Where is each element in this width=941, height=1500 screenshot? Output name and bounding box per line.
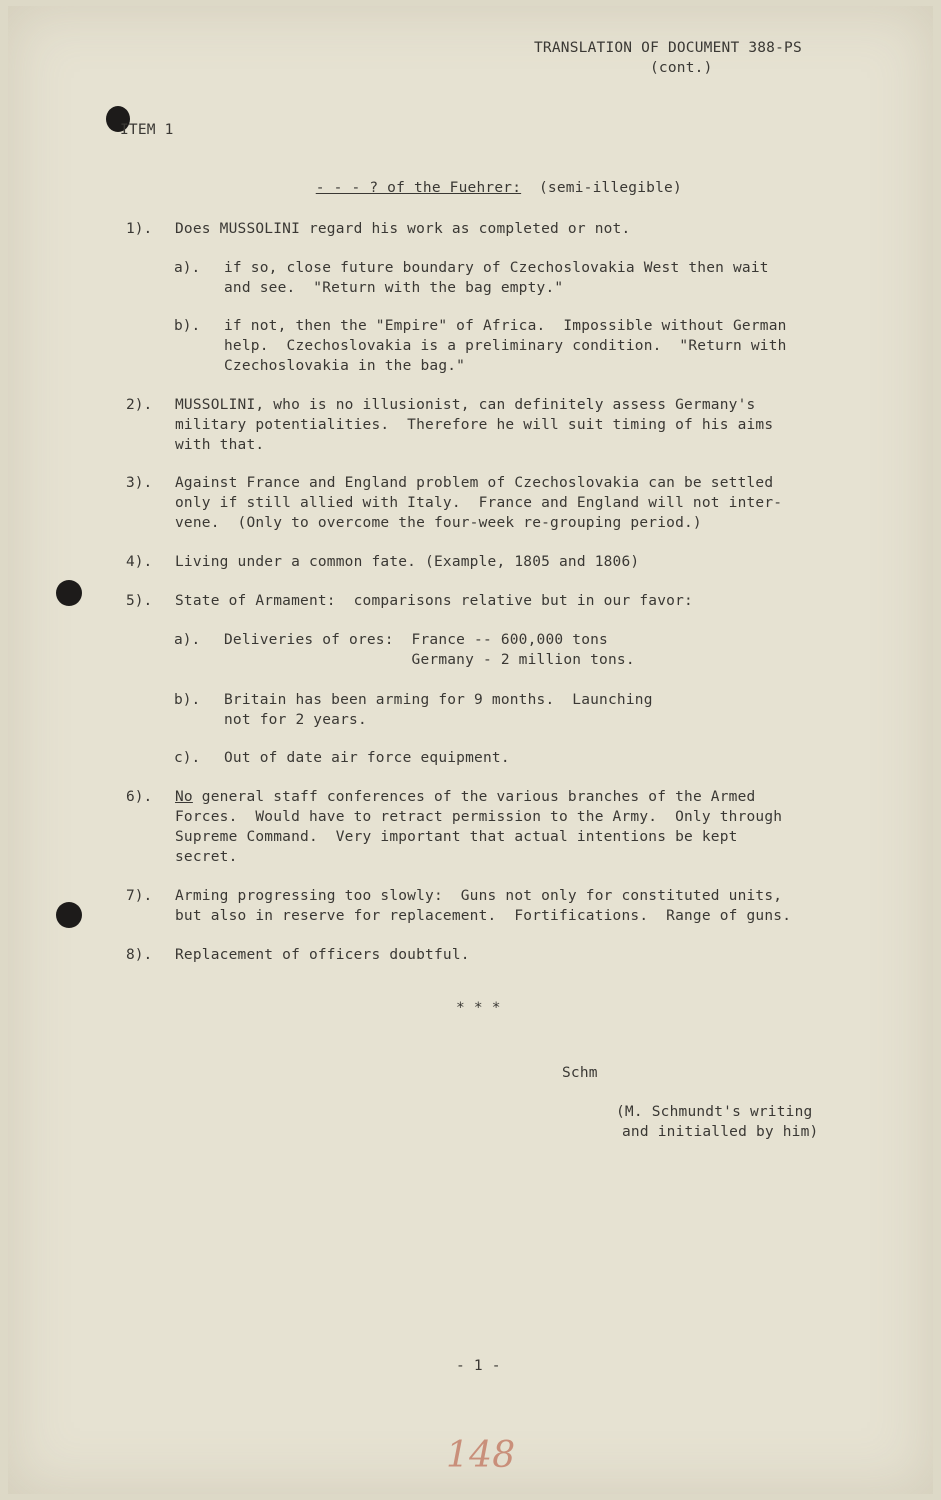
point-number: 7). [126, 888, 153, 904]
point-number: 6). [126, 789, 153, 805]
point-line: Replacement of officers doubtful. [175, 947, 470, 963]
point-line: Against France and England problem of Czechoslovakia can be settled [175, 475, 774, 491]
point-number: 5). [126, 593, 153, 609]
signature-initials: Schm [562, 1065, 598, 1081]
point-line: Forces. Would have to retract permission to the Army. Only through [175, 809, 783, 825]
point-line: only if still allied with Italy. France and England will not inter- [175, 495, 783, 511]
point-line: Does MUSSOLINI regard his work as completed or not. [175, 221, 631, 237]
point-line: not for 2 years. [224, 712, 367, 728]
punch-hole [56, 580, 82, 606]
subpoint-letter: b). [174, 692, 201, 708]
subpoint-letter: c). [174, 750, 201, 766]
point-line: secret. [175, 849, 238, 865]
point-line: Arming progressing too slowly: Guns not only for constituted units, [175, 888, 783, 904]
signature-note: and initialled by him) [622, 1124, 819, 1140]
subtitle-prefix: - - - ? of the Fuehrer: [315, 180, 522, 196]
point-line: State of Armament: comparisons relative but in our favor: [175, 593, 693, 609]
document-header: TRANSLATION OF DOCUMENT 388-PS [534, 40, 802, 56]
document-page [8, 6, 933, 1494]
point-line: Germany - 2 million tons. [224, 652, 635, 668]
point-line: Supreme Command. Very important that actual intentions be kept [175, 829, 738, 845]
point-number: 2). [126, 397, 153, 413]
point-line: if not, then the "Empire" of Africa. Impossible without German [224, 318, 787, 334]
point-line: Living under a common fate. (Example, 1805 and 1806) [175, 554, 640, 570]
point-number: 3). [126, 475, 153, 491]
subpoint-letter: a). [174, 632, 201, 648]
point-line: Deliveries of ores: France -- 600,000 tons [224, 632, 608, 648]
item-label: ITEM 1 [120, 122, 174, 138]
page-number: - 1 - [456, 1358, 501, 1374]
underlined-word: No [175, 789, 193, 805]
subtitle [280, 158, 682, 218]
punch-hole [56, 902, 82, 928]
subpoint-letter: a). [174, 260, 201, 276]
point-line: Out of date air force equipment. [224, 750, 510, 766]
document-header-cont: (cont.) [650, 60, 713, 76]
point-line-rest: general staff conferences of the various branches of the Armed [192, 789, 756, 805]
point-number: 8). [126, 947, 153, 963]
point-line: with that. [175, 437, 265, 453]
section-separator: * * * [456, 1000, 501, 1016]
handwritten-page-stamp: 148 [446, 1435, 516, 1476]
point-line: Britain has been arming for 9 months. Launching [224, 692, 653, 708]
subpoint-letter: b). [174, 318, 201, 334]
point-line: help. Czechoslovakia is a preliminary condition. "Return with [224, 338, 787, 354]
point-line: if so, close future boundary of Czechoslovakia West then wait [224, 260, 769, 276]
point-line: MUSSOLINI, who is no illusionist, can definitely assess Germany's [175, 397, 756, 413]
point-line [175, 787, 755, 807]
subtitle-note: (semi-illegible) [539, 180, 682, 196]
point-line: military potentialities. Therefore he will suit timing of his aims [175, 417, 774, 433]
point-line: vene. (Only to overcome the four-week re-grouping period.) [175, 515, 702, 531]
point-number: 4). [126, 554, 153, 570]
point-line: and see. "Return with the bag empty." [224, 280, 564, 296]
point-line: Czechoslovakia in the bag." [224, 358, 466, 374]
point-line: but also in reserve for replacement. Fortifications. Range of guns. [175, 908, 792, 924]
point-number: 1). [126, 221, 153, 237]
signature-note: (M. Schmundt's writing [616, 1104, 813, 1120]
